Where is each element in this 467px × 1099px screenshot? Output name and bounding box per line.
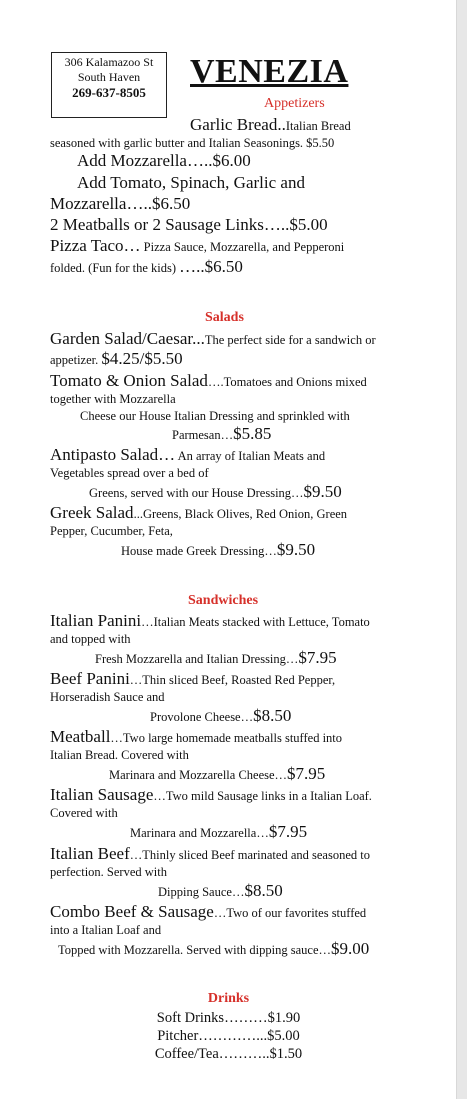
combo-item <box>50 903 366 922</box>
beef-panini-price: $8.50 <box>253 706 292 725</box>
appetizers-heading: Appetizers <box>264 96 325 111</box>
italian-panini-name: Italian Panini <box>50 611 142 630</box>
italian-panini-item-3 <box>95 649 337 668</box>
meatball-item-3 <box>109 765 325 784</box>
italian-beef-name: Italian Beef <box>50 844 130 863</box>
pizza-taco-item <box>50 237 344 256</box>
tomato-onion-desc: ….Tomatoes and Onions mixed <box>207 375 367 389</box>
address-street: 306 Kalamazoo St <box>64 55 154 69</box>
tomato-onion-name: Tomato & Onion Salad <box>50 371 208 390</box>
italian-sausage-price: $7.95 <box>268 822 308 841</box>
phone-number: 269-637-8505 <box>72 85 146 100</box>
drink-soft: Soft Drinks………$1.90 <box>156 1010 301 1026</box>
italian-sausage-desc-3: Marinara and Mozzarella… <box>130 826 269 840</box>
italian-sausage-desc: …Two mild Sausage links in a Italian Loaf. <box>153 789 372 803</box>
tomato-onion-desc-2: together with Mozzarella <box>50 392 176 406</box>
combo-price: $9.00 <box>331 939 370 958</box>
sandwiches-heading: Sandwiches <box>188 593 259 608</box>
pizza-taco-name: Pizza Taco… <box>50 236 141 255</box>
pizza-taco-item-2 <box>50 258 243 277</box>
restaurant-name: VENEZIA <box>190 53 349 90</box>
italian-panini-desc-3: Fresh Mozzarella and Italian Dressing… <box>95 652 299 666</box>
combo-item-3 <box>58 940 369 959</box>
greek-salad-desc-2: Pepper, Cucumber, Feta, <box>50 524 173 538</box>
italian-beef-desc: …Thinly sliced Beef marinated and seasoned to <box>129 848 370 862</box>
antipasto-name: Antipasto Salad… <box>50 445 176 464</box>
antipasto-desc-3: Greens, served with our House Dressing… <box>89 486 304 500</box>
italian-panini-desc: …Italian Meats stacked with Lettuce, Tomato <box>141 615 370 629</box>
meatball-item <box>50 728 342 747</box>
antipasto-item <box>50 446 325 465</box>
tomato-onion-price: $5.85 <box>233 424 272 443</box>
tomato-onion-item-4 <box>172 425 271 444</box>
garden-salad-item-2 <box>50 350 183 369</box>
beef-panini-name: Beef Panini <box>50 669 130 688</box>
italian-sausage-name: Italian Sausage <box>50 785 154 804</box>
italian-panini-desc-2: and topped with <box>50 632 131 646</box>
garlic-bread-desc-2: seasoned with garlic butter and Italian Seasonings. $5.50 <box>50 136 335 150</box>
garden-salad-item <box>50 330 376 349</box>
antipasto-desc-2: Vegetables spread over a bed of <box>50 466 209 480</box>
pizza-taco-desc-2: folded. (Fun for the kids) <box>50 261 180 275</box>
greek-salad-name: Greek Salad <box>50 503 134 522</box>
greek-salad-desc: ...Greens, Black Olives, Red Onion, Green <box>133 507 348 521</box>
meatball-name: Meatball <box>50 727 111 746</box>
salads-heading: Salads <box>205 310 244 325</box>
italian-panini-price: $7.95 <box>298 648 337 667</box>
italian-beef-item <box>50 845 370 864</box>
antipasto-price: $9.50 <box>303 482 342 501</box>
garden-salad-desc: The perfect side for a sandwich or <box>204 333 376 347</box>
pizza-taco-desc: Pizza Sauce, Mozzarella, and Pepperoni <box>140 240 345 254</box>
add-tomato-2: Mozzarella…..$6.50 <box>50 194 191 213</box>
greek-salad-price: $9.50 <box>276 540 316 559</box>
combo-name: Combo Beef & Sausage <box>50 902 214 921</box>
greek-salad-desc-3: House made Greek Dressing… <box>121 544 277 558</box>
page-scrollbar[interactable] <box>456 0 467 1099</box>
garden-salad-price: $4.25/$5.50 <box>101 349 183 368</box>
greek-salad-item <box>50 504 347 523</box>
address-city: South Haven <box>77 70 141 84</box>
antipasto-desc: An array of Italian Meats and <box>175 449 326 463</box>
italian-beef-desc-3: Dipping Sauce… <box>158 885 245 899</box>
meatball-desc-2: Italian Bread. Covered with <box>50 748 189 762</box>
italian-sausage-desc-2: Covered with <box>50 806 118 820</box>
italian-beef-price: $8.50 <box>244 881 283 900</box>
greek-salad-item-3 <box>121 541 315 560</box>
italian-panini-item <box>50 612 370 631</box>
garlic-bread-desc: Italian Bread <box>285 119 351 133</box>
drink-coffee: Coffee/Tea………..$1.50 <box>154 1046 303 1062</box>
combo-desc-2: into a Italian Loaf and <box>50 923 162 937</box>
meatball-desc-3: Marinara and Mozzarella Cheese… <box>109 768 288 782</box>
tomato-onion-desc-4: Parmesan… <box>172 428 234 442</box>
tomato-onion-desc-3: Cheese our House Italian Dressing and sprinkled with <box>80 409 350 423</box>
add-mozzarella: Add Mozzarella…..$6.00 <box>77 151 251 170</box>
garlic-bread-item <box>190 116 351 135</box>
beef-panini-item <box>50 670 335 689</box>
italian-sausage-item-3 <box>130 823 307 842</box>
italian-beef-desc-2: perfection. Served with <box>50 865 167 879</box>
beef-panini-desc: …Thin sliced Beef, Roasted Red Pepper, <box>129 673 336 687</box>
beef-panini-desc-2: Horseradish Sauce and <box>50 690 165 704</box>
drink-pitcher: Pitcher…………...$5.00 <box>157 1028 300 1044</box>
combo-desc-3: Topped with Mozzarella. Served with dipping sauce… <box>58 943 332 957</box>
italian-sausage-item <box>50 786 372 805</box>
address-box <box>51 52 167 118</box>
italian-beef-item-3 <box>158 882 283 901</box>
pizza-taco-price: …..$6.50 <box>179 257 243 276</box>
garden-salad-name: Garden Salad/Caesar... <box>50 329 205 348</box>
beef-panini-desc-3: Provolone Cheese… <box>150 710 254 724</box>
meatball-price: $7.95 <box>287 764 326 783</box>
combo-desc: …Two of our favorites stuffed <box>213 906 367 920</box>
garlic-bread-name: Garlic Bread.. <box>190 115 286 134</box>
garden-salad-desc-2: appetizer. <box>50 353 102 367</box>
meatball-desc: …Two large homemade meatballs stuffed into <box>110 731 343 745</box>
beef-panini-item-3 <box>150 707 291 726</box>
antipasto-item-3 <box>89 483 342 502</box>
drinks-heading: Drinks <box>207 991 250 1006</box>
meatballs-item: 2 Meatballs or 2 Sausage Links…..$5.00 <box>50 215 328 234</box>
add-tomato-1: Add Tomato, Spinach, Garlic and <box>77 173 305 192</box>
tomato-onion-item <box>50 372 367 391</box>
